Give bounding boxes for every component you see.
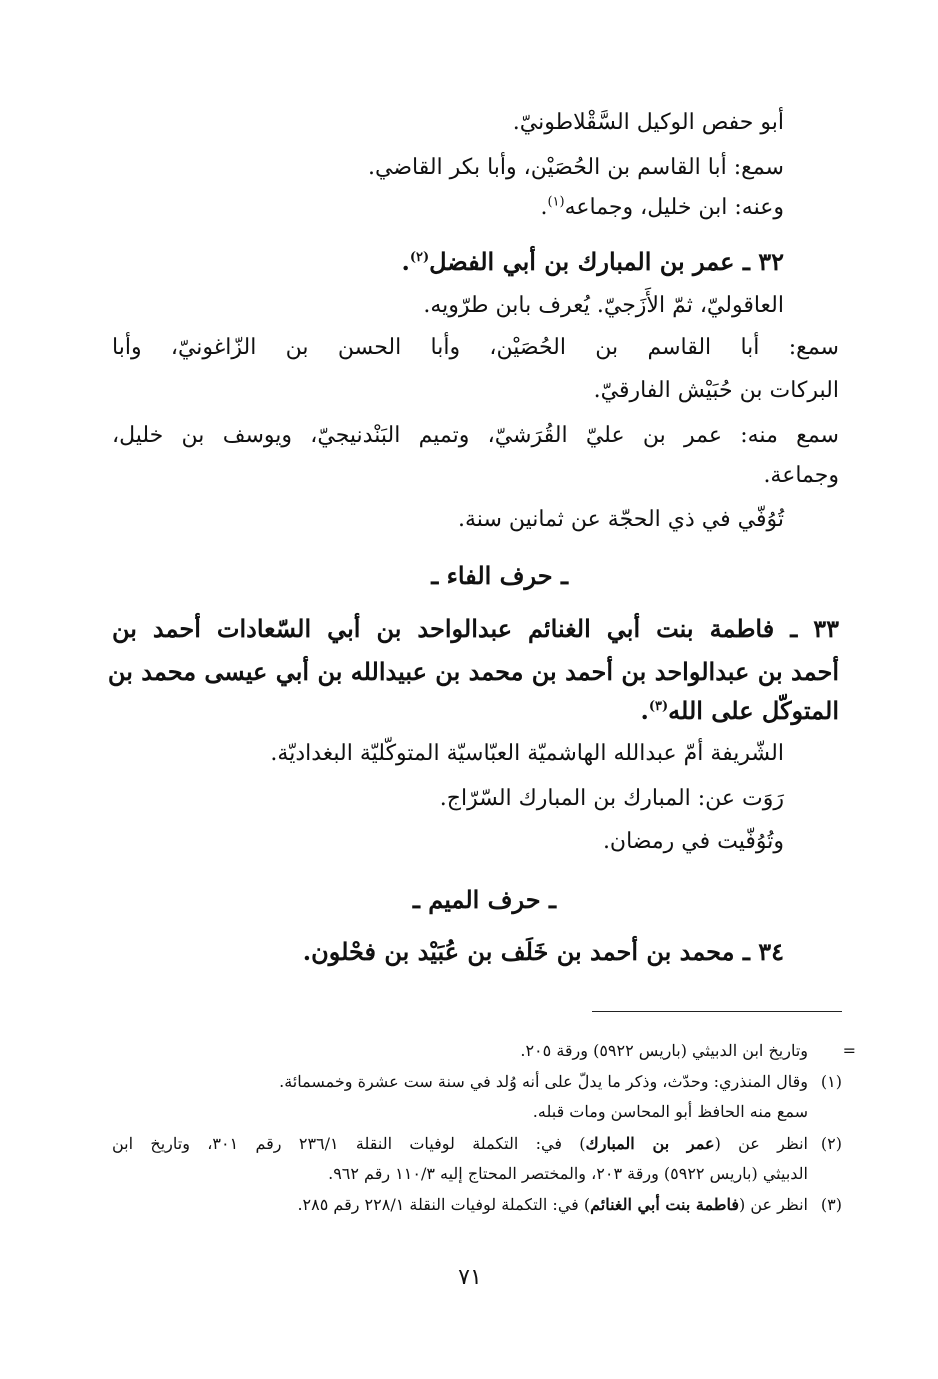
text-span: انظر عن ( — [739, 1195, 808, 1214]
footnote-ref: (٣) — [648, 699, 669, 714]
cited-name: فاطمة بنت أبي الغنائم — [590, 1195, 739, 1214]
cited-name: عمر بن المبارك — [585, 1134, 715, 1153]
footnote-ref: (٢) — [409, 250, 430, 265]
text-span: . — [540, 195, 548, 220]
footnote-text: سمع منه الحافظ أبو المحاسن ومات قبله. — [532, 1102, 808, 1121]
text-line: وجماعة. — [763, 463, 839, 488]
text-line — [540, 195, 784, 221]
text-span: . — [401, 247, 410, 276]
entry-34-title: ٣٤ ـ محمد بن أحمد بن خَلَف بن عُبَيْد بن فحْلون. — [302, 937, 784, 966]
footnote-ref: (١) — [547, 194, 565, 210]
section-heading-fa: ـ حرف الفاء ـ — [431, 561, 568, 590]
entry-33-title: أحمد بن عبدالواحد بن أحمد بن محمد بن عبيدالله بن أبي عيسى محمد بن — [107, 657, 839, 686]
entry-title-text: ٣٢ ـ عمر بن المبارك بن أبي الفضل — [429, 247, 784, 276]
footnote-number: (١) — [820, 1072, 842, 1091]
text-line: رَوَت عن: المبارك بن المبارك السّرّاج. — [439, 786, 784, 811]
entry-title-text: المتوكّل على الله — [668, 696, 839, 725]
entry-33-title — [640, 697, 839, 726]
footnote-continuation-mark: = — [842, 1041, 856, 1060]
section-heading-mim: ـ حرف الميم ـ — [412, 885, 556, 914]
text-line: أبو حفص الوكيل السَّقْلاطونيّ. — [512, 110, 784, 135]
entry-33-title: ٣٣ ـ فاطمة بنت أبي الغنائم عبدالواحد بن أبي السّعادات أحمد بن — [112, 614, 839, 643]
footnote-number: (٢) — [820, 1134, 842, 1153]
text-line: وتُوُفّيت في رمضان. — [602, 829, 784, 854]
text-span: انظر عن ( — [714, 1134, 808, 1153]
text-line: سمع: أبا القاسم بن الحُصَيْن، وأبا الحسن بن الزّاغونيّ، وأبا — [112, 335, 839, 360]
text-line: سمع: أبا القاسم بن الحُصَيْن، وأبا بكر القاضي. — [368, 155, 784, 180]
footnote-divider — [592, 1011, 842, 1012]
text-span: ) في: التكملة لوفيات النقلة ٢٢٨/١ رقم ٢٨٥. — [297, 1195, 591, 1214]
text-line: سمع منه: عمر بن عليّ القُرَشيّ، وتميم البَنْدنيجيّ، ويوسف بن خليل، — [112, 423, 839, 448]
footnote-text — [297, 1195, 808, 1214]
text-span: ) في: التكملة لوفيات النقلة ٢٣٦/١ رقم ٣٠١، وتاريخ ابن — [112, 1134, 586, 1153]
footnote-text: الدبيثي (باريس ٥٩٢٢) ورقة ٢٠٣، والمختصر المحتاج إليه ١١٠/٣ رقم ٩٦٢. — [328, 1164, 808, 1183]
footnote-text — [112, 1134, 808, 1153]
text-line: الشّريفة أمّ عبدالله الهاشميّة العبّاسيّة المتوكّليّة البغداديّة. — [270, 741, 784, 766]
footnote-text: وتاريخ ابن الدبيثي (باريس ٥٩٢٢) ورقة ٢٠٥. — [520, 1041, 808, 1060]
text-line: العاقوليّ، ثمّ الأَزَجيّ. يُعرف بابن طرّويه. — [423, 293, 784, 318]
text-span: . — [640, 696, 649, 725]
footnote-text: وقال المنذري: وحدّث، وذكر ما يدلّ على أنه وُلد في سنة ست عشرة وخمسمائة. — [279, 1072, 808, 1091]
text-line: البركات بن حُبَيْش الفارقيّ. — [593, 378, 839, 403]
footnote-number: (٣) — [820, 1195, 842, 1214]
page-number: ٧١ — [458, 1265, 482, 1290]
text-line: تُوُفّي في ذي الحجّة عن ثمانين سنة. — [458, 507, 784, 532]
text-span: وعنه: ابن خليل، وجماعه — [564, 195, 784, 220]
entry-32-title — [401, 248, 784, 277]
